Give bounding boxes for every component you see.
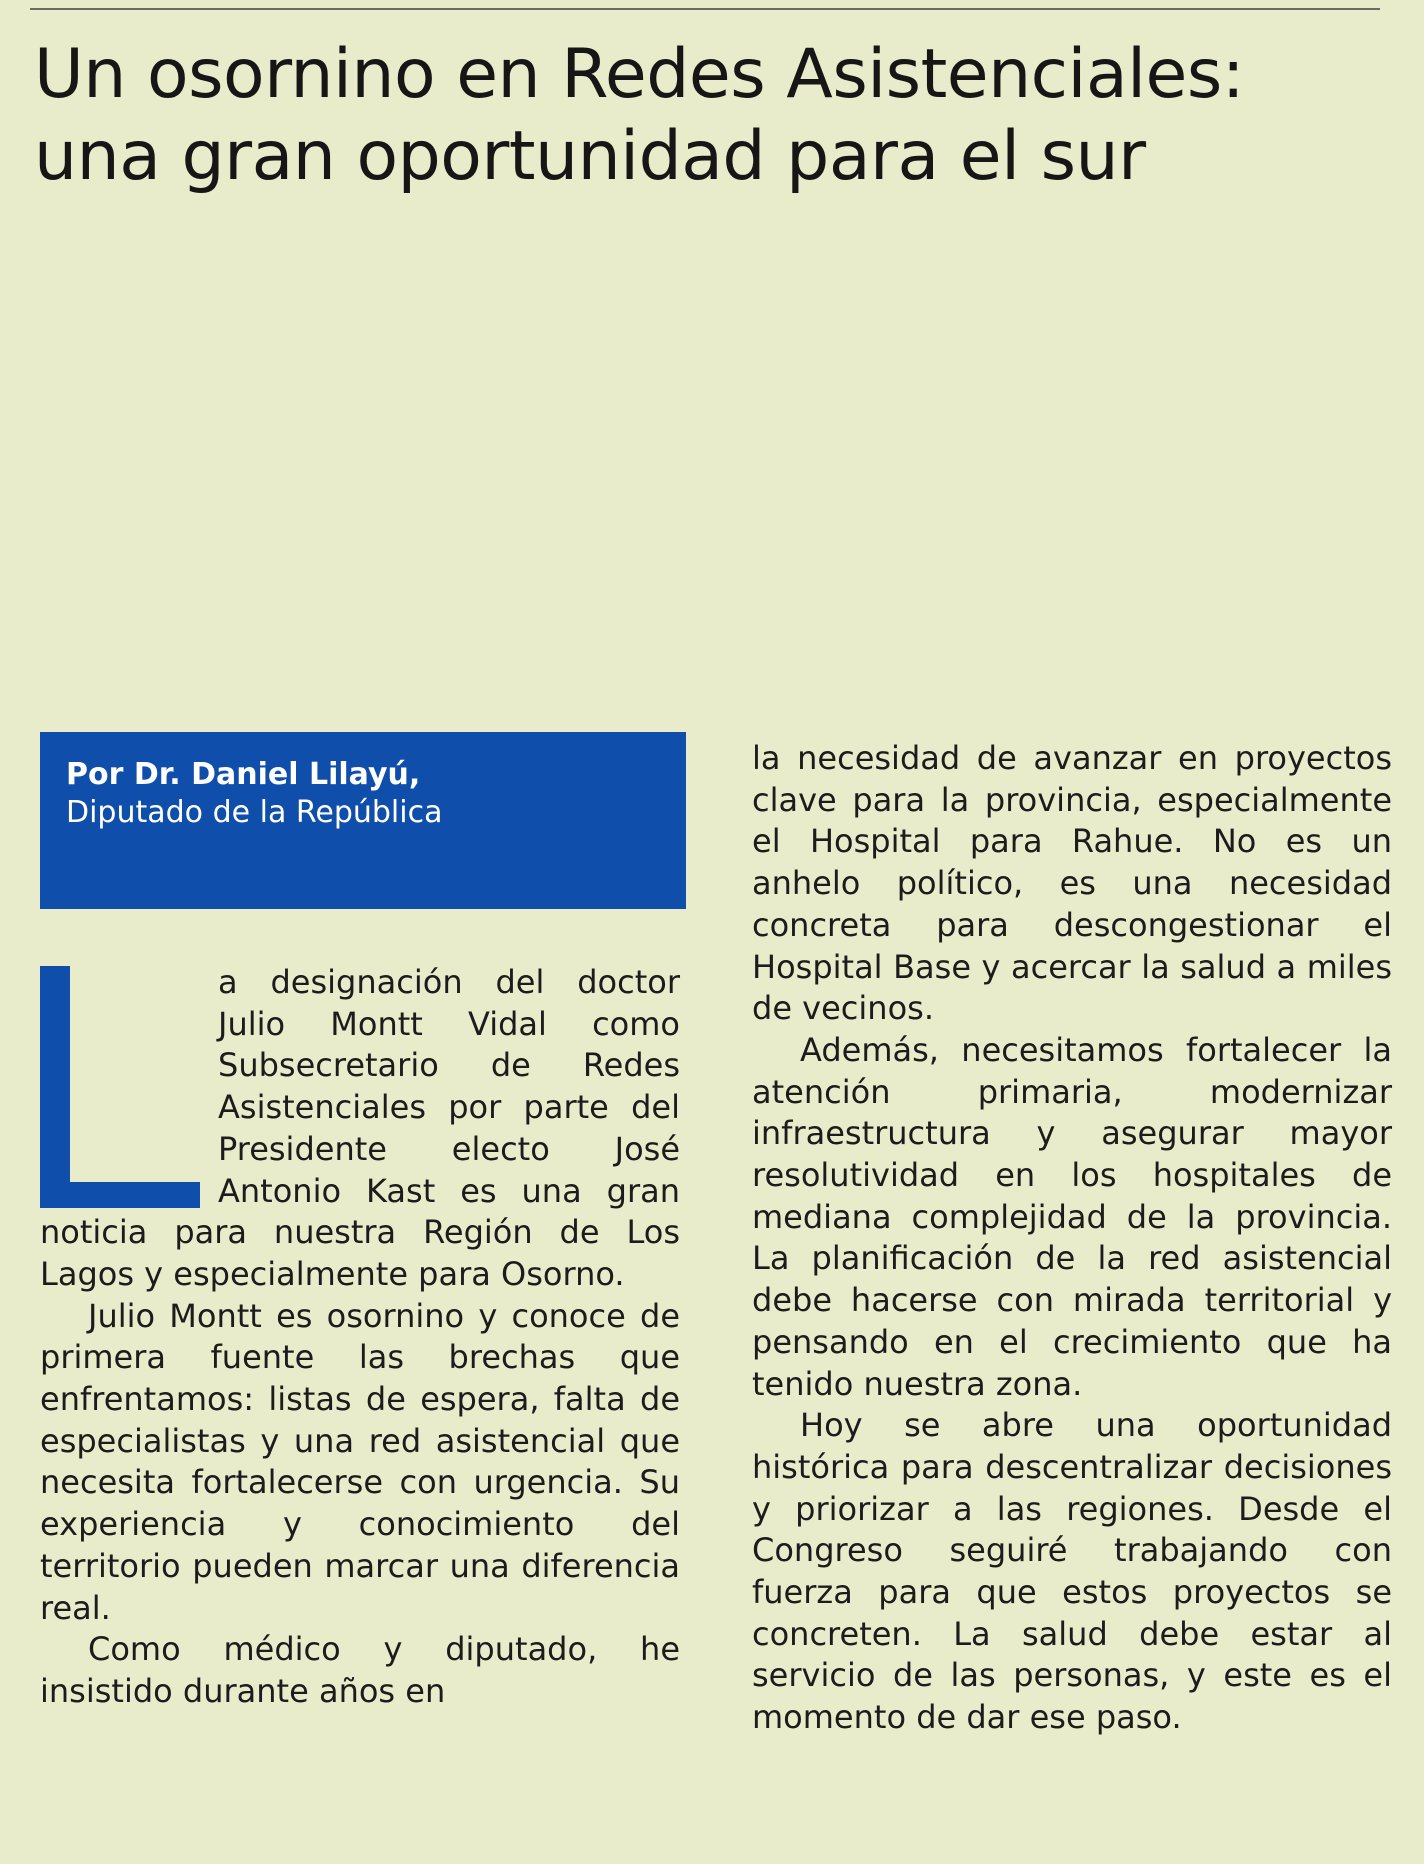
paragraph-3: Como médico y diputado, he insistido durante años en	[40, 1630, 680, 1710]
article-column-right	[752, 738, 1392, 1739]
paragraph-2: Julio Montt es osornino y conoce de primera fuente las brechas que enfrentamos: listas de espera, falta de especialistas y una red asistencial que necesita fortalecerse con urgencia. Su experiencia y conocimiento del territorio pueden marcar una diferencia real.	[40, 1296, 680, 1627]
top-rule	[30, 8, 1380, 10]
paragraph-5: Hoy se abre una oportunidad histórica para descentralizar decisiones y priorizar a las regiones. Desde el Congreso seguiré trabajando con fuerza para que estos proyectos se concreten. La salud debe estar al servicio de las personas, y este es el momento de dar ese paso.	[752, 1406, 1392, 1737]
byline-box	[40, 732, 686, 909]
headline	[34, 34, 1394, 198]
dropcap-l	[40, 966, 200, 1208]
dropcap-l-shape	[40, 966, 200, 1208]
paragraph-3-continued: la necesidad de avanzar en proyectos clave para la provincia, especialmente el Hospital para Rahue. No es un anhelo político, es una necesidad concreta para descongestionar el Hospital Base y acercar la salud a miles de vecinos.	[752, 739, 1392, 1028]
paragraph-4: Además, necesitamos fortalecer la atención primaria, modernizar infraestructura y asegurar mayor resolutividad en los hospitales de mediana complejidad de la provincia. La planificación de la red asistencial debe hacerse con mirada territorial y pensando en el crecimiento que ha tenido nuestra zona.	[752, 1030, 1392, 1403]
author-role: Diputado de la República	[66, 795, 443, 830]
headline-line-2: una gran oportunidad para el sur	[34, 117, 1146, 196]
article-column-left	[40, 962, 680, 1713]
headline-line-1: Un osornino en Redes Asistenciales:	[34, 35, 1245, 114]
author-name: Por Dr. Daniel Lilayú,	[66, 757, 421, 792]
paragraph-1: a designación del doctor Julio Montt Vidal como Subsecretario de Redes Asistenciales por parte del Presidente electo José Antonio Kast es una gran noticia para nuestra Región de Los Lagos y especialmente para Osorno.	[40, 963, 680, 1293]
